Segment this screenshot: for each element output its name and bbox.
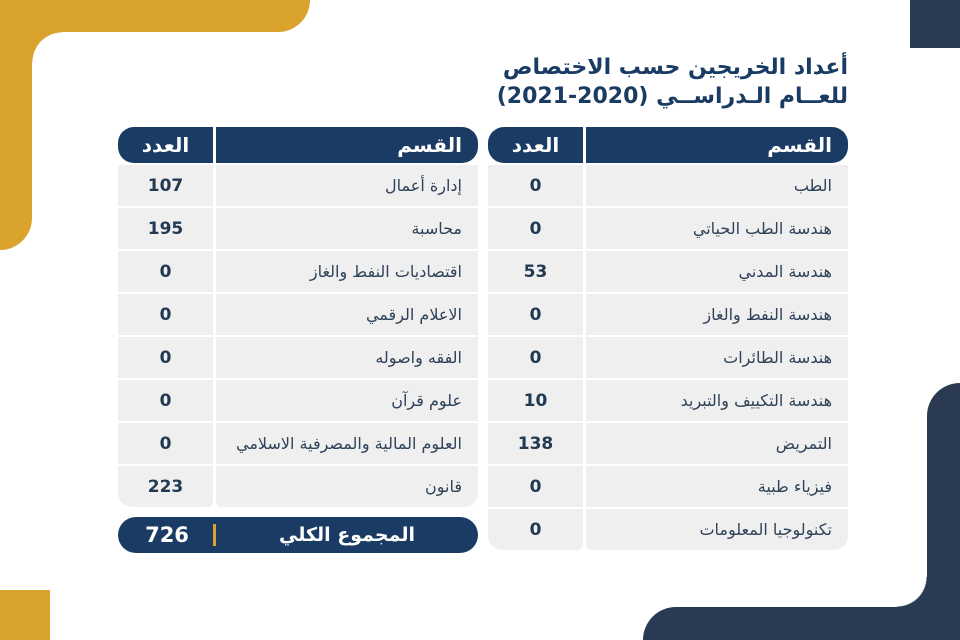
- count-cell: [118, 380, 213, 421]
- department-name-cell: [586, 509, 848, 550]
- table-row: [488, 509, 848, 550]
- gold-corner-top-left-vertical: [0, 0, 32, 250]
- table-row: [118, 165, 478, 206]
- department-name-cell: [216, 165, 478, 206]
- department-name: فيزياء طبية: [757, 477, 832, 496]
- department-name: اقتصاديات النفط والغاز: [309, 262, 462, 281]
- table-row: [488, 380, 848, 421]
- gold-corner-top-left-horizontal: [0, 0, 310, 32]
- table-body: [488, 165, 848, 550]
- count-value: 0: [159, 347, 172, 368]
- total-value: 726: [145, 523, 189, 547]
- count-value: 0: [529, 304, 542, 325]
- department-name-cell: [216, 294, 478, 335]
- table-row: [118, 380, 478, 421]
- department-name: هندسة المدني: [738, 262, 832, 281]
- department-name-cell: [216, 208, 478, 249]
- department-name-cell: [586, 165, 848, 206]
- table-row: [118, 208, 478, 249]
- table-row: [118, 337, 478, 378]
- table-row: [488, 165, 848, 206]
- count-value: 0: [529, 347, 542, 368]
- table-row: [118, 294, 478, 335]
- department-name: قانون: [425, 477, 462, 496]
- table-header: [488, 127, 848, 163]
- count-value: 0: [529, 218, 542, 239]
- count-value: 0: [159, 304, 172, 325]
- navy-corner-bottom-right-fillet: [897, 577, 927, 607]
- count-cell: [118, 251, 213, 292]
- table-header: [118, 127, 478, 163]
- count-cell: [118, 208, 213, 249]
- count-value: 0: [529, 476, 542, 497]
- department-name: إدارة أعمال: [385, 176, 462, 195]
- count-cell: [488, 509, 583, 550]
- navy-rect-top-right: [910, 0, 960, 48]
- count-value: 138: [517, 433, 554, 454]
- count-value: 0: [529, 519, 542, 540]
- column-header-department: القسم: [586, 127, 848, 163]
- table-row: [118, 423, 478, 464]
- count-cell: [488, 165, 583, 206]
- department-name: الاعلام الرقمي: [365, 305, 462, 324]
- department-name-cell: [586, 423, 848, 464]
- table-row: [488, 251, 848, 292]
- count-cell: [488, 466, 583, 507]
- page-title-line1: أعداد الخريجين حسب الاختصاص: [502, 55, 848, 80]
- graduates-table-right: [488, 127, 848, 550]
- table-row: [488, 337, 848, 378]
- count-cell: [488, 208, 583, 249]
- department-name: هندسة الطب الحياتي: [692, 219, 832, 238]
- department-name-cell: [586, 294, 848, 335]
- department-name-cell: [216, 380, 478, 421]
- department-name: تكنولوجيا المعلومات: [699, 520, 832, 539]
- department-name: هندسة الطائرات: [723, 348, 832, 367]
- department-name-cell: [586, 466, 848, 507]
- total-bar: [118, 517, 478, 553]
- department-name-cell: [216, 337, 478, 378]
- count-value: 53: [523, 261, 548, 282]
- count-cell: [488, 294, 583, 335]
- navy-corner-bottom-right-horizontal: [643, 607, 960, 640]
- department-name: الطب: [793, 176, 832, 195]
- department-name: هندسة التكييف والتبريد: [680, 391, 832, 410]
- department-name: العلوم المالية والمصرفية الاسلامي: [236, 434, 462, 453]
- department-name-cell: [586, 337, 848, 378]
- department-name-cell: [216, 423, 478, 464]
- table-row: [488, 466, 848, 507]
- count-cell: [488, 337, 583, 378]
- count-value: 0: [159, 390, 172, 411]
- page-title-line2: للعــام الـدراســي (2020-2021): [496, 84, 848, 109]
- column-header-count: العدد: [118, 127, 213, 163]
- table-body: [118, 165, 478, 507]
- count-cell: [488, 380, 583, 421]
- department-name: علوم قرآن: [391, 391, 462, 410]
- count-value: 107: [147, 175, 184, 196]
- count-cell: [488, 251, 583, 292]
- department-name-cell: [586, 208, 848, 249]
- count-value: 0: [159, 433, 172, 454]
- table-row: [488, 294, 848, 335]
- department-name: محاسبة: [411, 219, 462, 238]
- table-row: [118, 466, 478, 507]
- department-name-cell: [586, 380, 848, 421]
- column-header-count: العدد: [488, 127, 583, 163]
- count-value: 0: [529, 175, 542, 196]
- graduates-table-left: [118, 127, 478, 507]
- column-header-department: القسم: [216, 127, 478, 163]
- count-value: 0: [159, 261, 172, 282]
- table-row: [118, 251, 478, 292]
- department-name-cell: [216, 251, 478, 292]
- department-name: التمريض: [775, 434, 832, 453]
- gold-divider: [213, 524, 216, 546]
- total-label: المجموع الكلي: [279, 524, 415, 546]
- department-name-cell: [216, 466, 478, 507]
- count-cell: [118, 466, 213, 507]
- count-cell: [118, 294, 213, 335]
- gold-corner-top-left-fillet: [32, 32, 62, 62]
- department-name-cell: [586, 251, 848, 292]
- gold-square-bottom-left: [0, 590, 50, 640]
- department-name: الفقه واصوله: [375, 348, 462, 367]
- count-cell: [488, 423, 583, 464]
- count-cell: [118, 165, 213, 206]
- count-value: 195: [147, 218, 184, 239]
- table-row: [488, 208, 848, 249]
- table-row: [488, 423, 848, 464]
- count-value: 223: [147, 476, 184, 497]
- count-value: 10: [523, 390, 548, 411]
- navy-corner-bottom-right-vertical: [927, 383, 960, 640]
- department-name: هندسة النفط والغاز: [703, 305, 832, 324]
- page-title: [497, 53, 848, 111]
- count-cell: [118, 337, 213, 378]
- count-cell: [118, 423, 213, 464]
